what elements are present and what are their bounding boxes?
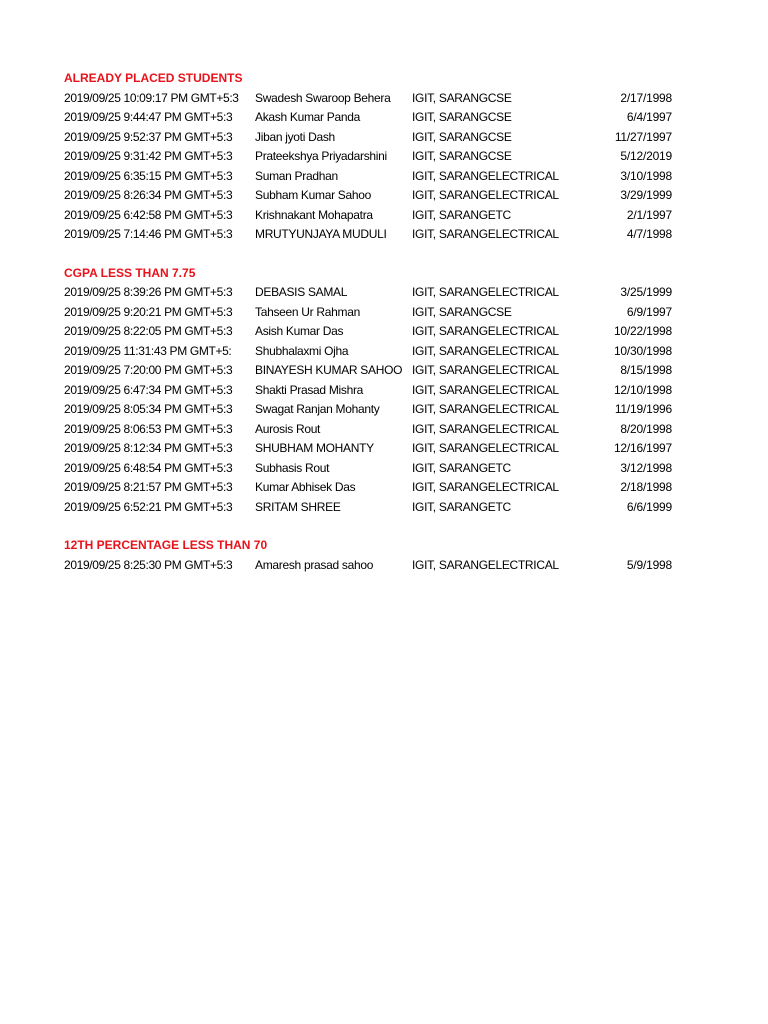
date-of-birth-cell: 6/6/1999 [626,499,672,514]
table-row [64,361,676,381]
table-row [64,439,676,459]
college-branch-cell: IGIT, SARANGELECTRICAL [412,168,559,183]
timestamp-cell: 2019/09/25 7:20:00 PM GMT+5:3 [64,363,233,377]
college-branch-cell: IGIT, SARANGELECTRICAL [412,480,559,494]
student-name-cell: Swadesh Swaroop Behera [255,90,391,105]
timestamp-cell: 2019/09/25 9:20:21 PM GMT+5:3 [64,304,233,319]
college-branch-cell: IGIT, SARANGELECTRICAL [412,557,559,572]
timestamp-cell: 2019/09/25 6:47:34 PM GMT+5:3 [64,382,233,397]
date-of-birth-cell: 5/12/2019 [620,149,672,163]
table-row [64,147,676,167]
timestamp-cell: 2019/09/25 8:12:34 PM GMT+5:3 [64,441,233,455]
table-row [64,342,676,362]
student-name-cell: Suman Pradhan [255,168,338,183]
date-of-birth-cell: 11/19/1996 [614,402,672,416]
date-of-birth-cell: 10/30/1998 [613,343,672,358]
student-name-cell: Prateekshya Priyadarshini [255,149,387,163]
date-of-birth-cell: 3/25/1999 [620,285,672,299]
student-name-cell: Kumar Abhisek Das [255,480,356,494]
timestamp-cell: 2019/09/25 6:35:15 PM GMT+5:3 [64,168,233,183]
section-1 [64,264,676,518]
college-branch-cell: IGIT, SARANGETC [412,499,511,514]
table-row [64,498,676,518]
timestamp-cell: 2019/09/25 6:48:54 PM GMT+5:3 [64,460,233,475]
college-branch-cell: IGIT, SARANGCSE [412,110,512,124]
table-row [64,283,676,303]
date-of-birth-cell: 2/1/1997 [626,207,672,222]
college-branch-cell: IGIT, SARANGCSE [412,304,512,319]
date-of-birth-cell: 3/10/1998 [620,168,672,183]
section-0 [64,69,676,245]
student-name-cell: Akash Kumar Panda [255,110,360,124]
section-2 [64,536,676,575]
student-list-sheet [64,69,676,594]
date-of-birth-cell: 8/15/1998 [620,363,672,377]
college-branch-cell: IGIT, SARANGELECTRICAL [412,363,559,377]
student-name-cell: MRUTYUNJAYA MUDULI [255,227,387,241]
timestamp-cell: 2019/09/25 6:42:58 PM GMT+5:3 [64,207,233,222]
timestamp-cell: 2019/09/25 8:22:05 PM GMT+5:3 [64,324,233,338]
table-row [64,381,676,401]
table-row [64,303,676,323]
table-row [64,478,676,498]
student-name-cell: DEBASIS SAMAL [255,285,348,299]
student-name-cell: Shubhalaxmi Ojha [255,343,349,358]
date-of-birth-cell: 11/27/1997 [614,129,672,144]
table-row [64,556,676,576]
student-name-cell: Asish Kumar Das [255,324,344,338]
college-branch-cell: IGIT, SARANGELECTRICAL [412,421,559,436]
college-branch-cell: IGIT, SARANGELECTRICAL [412,382,559,397]
date-of-birth-cell: 12/10/1998 [613,382,672,397]
college-branch-cell: IGIT, SARANGETC [412,460,511,475]
timestamp-cell: 2019/09/25 9:44:47 PM GMT+5:3 [64,110,233,124]
timestamp-cell: 2019/09/25 6:52:21 PM GMT+5:3 [64,499,233,514]
college-branch-cell: IGIT, SARANGELECTRICAL [412,188,559,202]
student-name-cell: Tahseen Ur Rahman [255,304,360,319]
timestamp-cell: 2019/09/25 10:09:17 PM GMT+5:3 [64,90,239,105]
student-name-cell: Aurosis Rout [255,421,321,436]
table-row [64,186,676,206]
college-branch-cell: IGIT, SARANGELECTRICAL [412,227,559,241]
table-row [64,167,676,187]
date-of-birth-cell: 6/9/1997 [626,304,672,319]
date-of-birth-cell: 2/18/1998 [620,480,672,494]
table-row [64,459,676,479]
student-name-cell: Jiban jyoti Dash [255,129,335,144]
table-row [64,322,676,342]
section-heading: 12TH PERCENTAGE LESS THAN 70 [64,538,268,552]
date-of-birth-cell: 3/12/1998 [620,460,672,475]
timestamp-cell: 2019/09/25 9:52:37 PM GMT+5:3 [64,129,233,144]
date-of-birth-cell: 4/7/1998 [626,227,672,241]
timestamp-cell: 2019/09/25 8:25:30 PM GMT+5:3 [64,557,233,572]
timestamp-cell: 2019/09/25 8:39:26 PM GMT+5:3 [64,285,233,299]
college-branch-cell: IGIT, SARANGCSE [412,129,512,144]
date-of-birth-cell: 10/22/1998 [613,324,672,338]
timestamp-cell: 2019/09/25 9:31:42 PM GMT+5:3 [64,149,233,163]
timestamp-cell: 2019/09/25 8:06:53 PM GMT+5:3 [64,421,233,436]
date-of-birth-cell: 3/29/1999 [620,188,672,202]
timestamp-cell: 2019/09/25 8:05:34 PM GMT+5:3 [64,402,233,416]
date-of-birth-cell: 5/9/1998 [626,557,672,572]
student-name-cell: Swagat Ranjan Mohanty [255,402,380,416]
timestamp-cell: 2019/09/25 11:31:43 PM GMT+5: [64,343,232,358]
date-of-birth-cell: 2/17/1998 [620,90,672,105]
timestamp-cell: 2019/09/25 8:21:57 PM GMT+5:3 [64,480,233,494]
college-branch-cell: IGIT, SARANGELECTRICAL [412,324,559,338]
student-name-cell: Shakti Prasad Mishra [255,382,364,397]
college-branch-cell: IGIT, SARANGELECTRICAL [412,402,559,416]
table-row [64,206,676,226]
student-name-cell: BINAYESH KUMAR SAHOO [255,363,403,377]
student-name-cell: Subhasis Rout [255,460,330,475]
college-branch-cell: IGIT, SARANGCSE [412,149,512,163]
section-heading: ALREADY PLACED STUDENTS [64,71,243,85]
table-row [64,420,676,440]
date-of-birth-cell: 8/20/1998 [620,421,672,436]
section-heading: CGPA LESS THAN 7.75 [64,265,196,280]
timestamp-cell: 2019/09/25 7:14:46 PM GMT+5:3 [64,227,233,241]
table-row [64,89,676,109]
college-branch-cell: IGIT, SARANGELECTRICAL [412,343,559,358]
student-name-cell: Subham Kumar Sahoo [255,188,372,202]
student-name-cell: Krishnakant Mohapatra [255,207,373,222]
table-row [64,108,676,128]
college-branch-cell: IGIT, SARANGCSE [412,90,512,105]
student-name-cell: SRITAM SHREE [255,499,341,514]
date-of-birth-cell: 12/16/1997 [613,441,672,455]
student-name-cell: SHUBHAM MOHANTY [255,441,374,455]
college-branch-cell: IGIT, SARANGELECTRICAL [412,285,559,299]
college-branch-cell: IGIT, SARANGELECTRICAL [412,441,559,455]
table-row [64,128,676,148]
table-row [64,400,676,420]
timestamp-cell: 2019/09/25 8:26:34 PM GMT+5:3 [64,188,233,202]
table-row [64,225,676,245]
college-branch-cell: IGIT, SARANGETC [412,207,511,222]
student-name-cell: Amaresh prasad sahoo [255,557,374,572]
date-of-birth-cell: 6/4/1997 [626,110,672,124]
